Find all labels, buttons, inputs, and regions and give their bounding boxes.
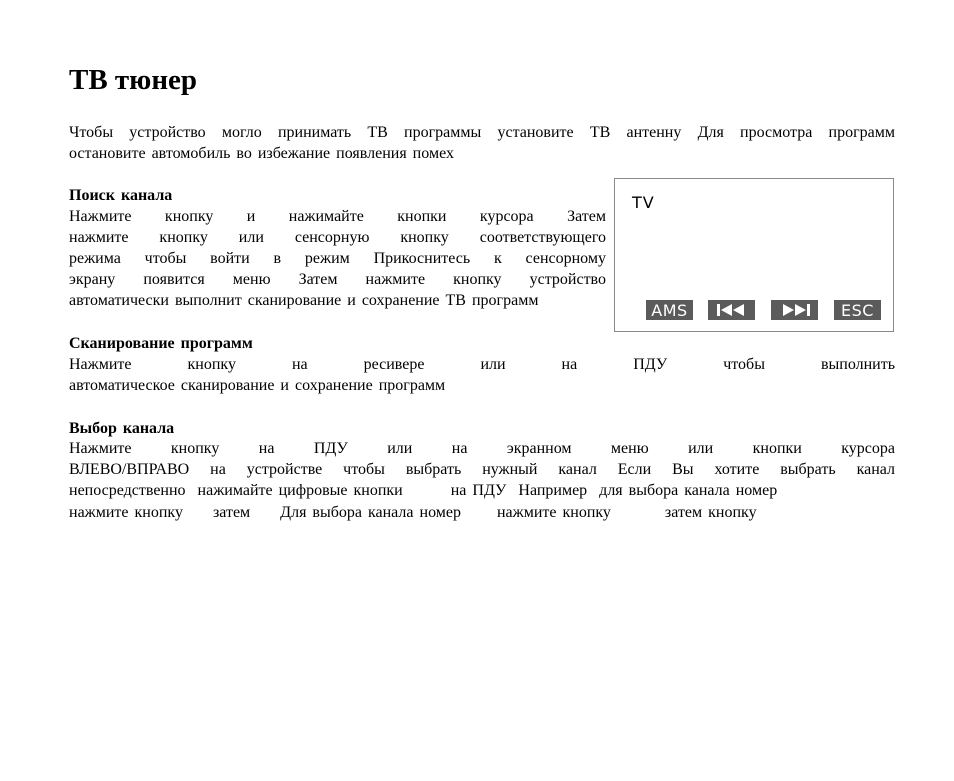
skip-previous-icon bbox=[715, 304, 749, 316]
channel-select-heading: Выбор канала bbox=[69, 420, 175, 437]
channel-select-line: непосредственно нажимайте цифровые кнопки на ПДУ Например для выбора канала номер bbox=[69, 482, 778, 499]
program-scan-line: автоматическое сканирование и сохранение программ bbox=[69, 377, 446, 394]
ams-button[interactable] bbox=[646, 300, 693, 320]
esc-button[interactable] bbox=[834, 300, 881, 320]
program-scan-line: Нажмите кнопку на ресивере или на ПДУ чтобы выполнить bbox=[69, 356, 895, 373]
ams-button-label: AMS bbox=[651, 300, 688, 320]
channel-search-heading: Поиск канала bbox=[69, 187, 173, 204]
channel-search-line: нажмите кнопку или сенсорную кнопку соответствующего bbox=[69, 229, 606, 246]
skip-previous-button[interactable] bbox=[708, 300, 755, 320]
channel-search-line: автоматически выполнит сканирование и сохранение ТВ программ bbox=[69, 292, 539, 309]
esc-button-label: ESC bbox=[841, 300, 874, 320]
page-title: ТВ тюнер bbox=[69, 64, 198, 96]
channel-search-line: Нажмите кнопку и нажимайте кнопки курсора Затем bbox=[69, 208, 606, 225]
channel-search-line: экрану появится меню Затем нажмите кнопку устройство bbox=[69, 271, 606, 288]
skip-next-icon bbox=[778, 304, 812, 316]
tv-mode-label: TV bbox=[632, 193, 655, 212]
channel-select-line: ВЛЕВО/ВПРАВО на устройстве чтобы выбрать нужный канал Если Вы хотите выбрать канал bbox=[69, 461, 895, 478]
program-scan-heading: Сканирование программ bbox=[69, 335, 253, 352]
channel-select-line: Нажмите кнопку на ПДУ или на экранном меню или кнопки курсора bbox=[69, 440, 895, 457]
channel-select-line: нажмите кнопку затем Для выбора канала номер нажмите кнопку затем кнопку bbox=[69, 504, 757, 521]
intro-line-2: остановите автомобиль во избежание появления помех bbox=[69, 145, 454, 162]
channel-search-line: режима чтобы войти в режим Прикоснитесь к сенсорному bbox=[69, 250, 606, 267]
intro-line-1: Чтобы устройство могло принимать ТВ программы установите ТВ антенну Для просмотра программ bbox=[69, 124, 895, 141]
skip-next-button[interactable] bbox=[771, 300, 818, 320]
tv-screen-illustration bbox=[614, 178, 894, 332]
